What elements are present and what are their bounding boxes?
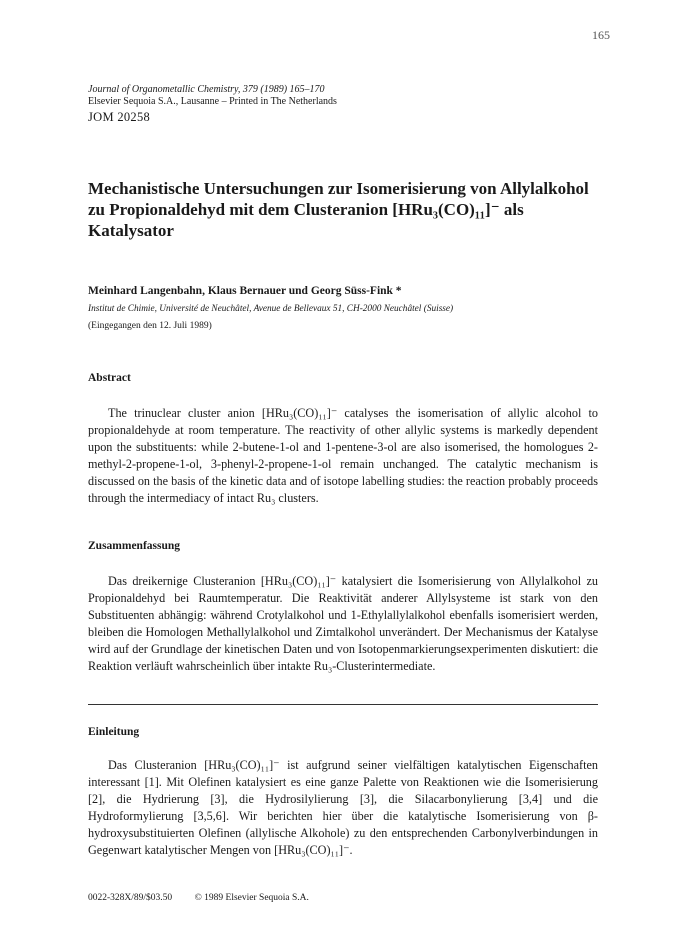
journal-header xyxy=(88,84,337,108)
footer-code: 0022-328X/89/$03.50 xyxy=(88,893,173,903)
affiliation: Institut de Chimie, Université de Neuchâtel, Avenue de Bellevaux 51, CH-2000 Neuchâtel (Suisse) xyxy=(88,304,454,314)
publisher-line: Elsevier Sequoia S.A., Lausanne – Printed in The Netherlands xyxy=(88,96,337,107)
zusammenfassung-heading: Zusammenfassung xyxy=(88,540,181,552)
zusammenfassung-text: Das dreikernige Clusteranion [HRu₃(CO)₁₁]⁻ katalysiert die Isomerisierung von Allylalkohol zu Propionaldehyd bei Raumtemperatur. Die Reaktivität anderer Allylsysteme ist stark von den Substituenten abhängig: während Crotylalkohol und 1-Ethylallylalkohol ebenfalls isomerisiert werden, bleiben die Homologen Methallylalkohol und Zimtalkohol unverändert. Der Mechanismus der Katalyse wird auf der Grundlage der kinetischen Daten und von Isotopenmarkierungsexperimenten diskutiert: die Reaktion verläuft wahrscheinlich über intakte Ru₃-Clusterintermediate. xyxy=(88,574,598,673)
page-number: 165 xyxy=(592,28,610,42)
einleitung-heading: Einleitung xyxy=(88,726,140,738)
authors: Meinhard Langenbahn, Klaus Bernauer und Georg Süss-Fink * xyxy=(88,285,402,297)
footer xyxy=(88,893,329,903)
footer-copyright: © 1989 Elsevier Sequoia S.A. xyxy=(194,893,309,903)
journal-citation: Journal of Organometallic Chemistry, 379 (1989) 165–170 xyxy=(88,84,325,95)
received-date: (Eingegangen den 12. Juli 1989) xyxy=(88,321,212,331)
article-code: JOM 20258 xyxy=(88,110,151,124)
einleitung-text: Das Clusteranion [HRu₃(CO)₁₁]⁻ ist aufgrund seiner vielfältigen katalytischen Eigenschaften interessant [1]. Mit Olefinen katalysiert es eine ganze Palette von Reaktionen wie die Isomerisierung [2], die Hydrierung [3], die Hydrosilylierung [3], die Silacarbonylierung [3,4] und die Hydroformylierung [3,5,6]. Wir berichten hier über die katalytische Isomerisierung von β-hydroxysubstituierten Olefinen (allylische Alkohole) zu den entsprechenden Carbonylverbindungen in Gegenwart katalytischer Mengen von [HRu₃(CO)₁₁]⁻. xyxy=(88,758,598,857)
abstract-heading: Abstract xyxy=(88,372,131,384)
section-divider xyxy=(88,704,598,705)
article-title: Mechanistische Untersuchungen zur Isomerisierung von Allylalkohol zu Propionaldehyd mit dem Clusteranion [HRu₃(CO)₁₁]⁻ als Katalysator xyxy=(88,179,589,240)
abstract-text: The trinuclear cluster anion [HRu₃(CO)₁₁]⁻ catalyses the isomerisation of allylic alcohol to propionaldehyde at room temperature. The reactivity of other allylic systems is markedly dependent upon the substituents: while 2-butene-1-ol and 1-pentene-3-ol are also isomerised, the homologues 2-methyl-2-propene-1-ol, 3-phenyl-2-propene-1-ol remain unchanged. The catalytic mechanism is discussed on the basis of the kinetic data and of isotope labelling studies: the reaction probably proceeds through the intermediacy of intact Ru₃ clusters. xyxy=(88,406,598,505)
